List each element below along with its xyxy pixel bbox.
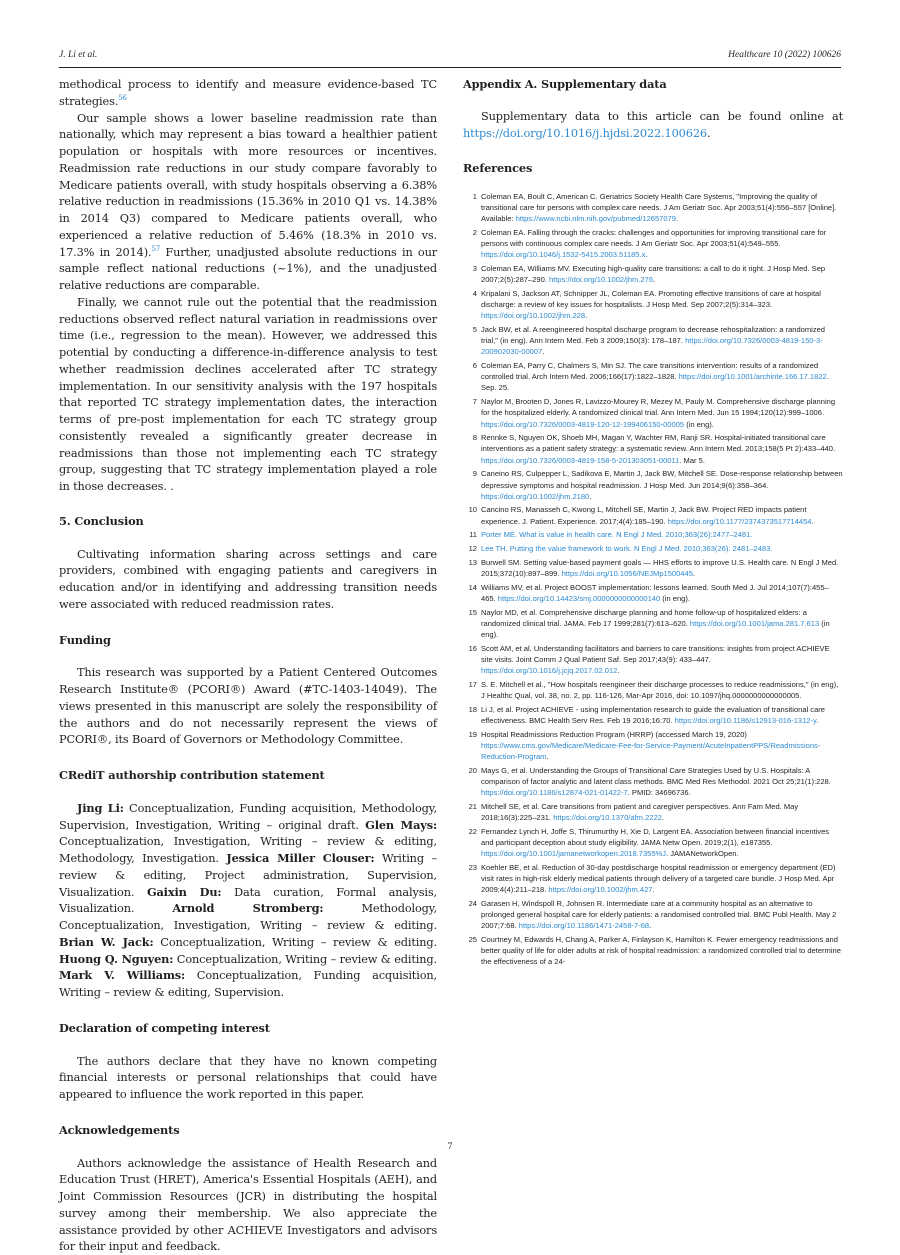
- citation-57[interactable]: 57: [152, 245, 161, 253]
- reference-link[interactable]: https://www.cms.gov/Medicare/Medicare-Fee-for-Service-Payment/AcuteInpatientPPS/Readmissions-Reduction-Program: [481, 741, 820, 761]
- reference-item: 1 Coleman EA, Boult C, American C. Geriatrics Society Health Care Systems, "Improving the quality of transitional care for persons with complex care needs. J Am Geriatr Soc. Apr 2003;51(4):556–557 [Online]. Available: https://www.ncbi.nlm.nih.gov/pubmed/12657079.: [463, 191, 843, 224]
- left-column: [59, 76, 437, 1255]
- credit-roles: Conceptualization, Funding acquisition, Writing – review & editing, Supervision.: [59, 968, 437, 999]
- reference-link[interactable]: https://doi.org/10.1186/s12874-021-01422-7: [481, 788, 628, 797]
- funding-paragraph: This research was supported by a Patient Centered Outcomes Research Institute® (PCORI®) Award (#TC-1403-14049). The views presented in this manuscript are solely the responsibility of the authors and do not necessarily represent the views of PCORI®, its Board of Governors or Methodology Committee.: [59, 664, 437, 748]
- reference-link[interactable]: https://doi.org/10.7326/0003-4819-120-12-199406150-00005: [481, 420, 684, 429]
- reference-link[interactable]: https://doi.org/10.1186/s12913-016-1312-y: [675, 716, 817, 725]
- credit-name: Jing Li:: [77, 801, 124, 815]
- reference-link[interactable]: https://doi.org/10.14423/smj.0000000000000140: [498, 594, 660, 603]
- credit-heading: CRediT authorship contribution statement: [59, 767, 437, 784]
- reference-list: [463, 191, 843, 967]
- reference-link[interactable]: https://doi.org/10.1056/NEJMp1500445: [562, 569, 693, 578]
- page-number: 7: [0, 1142, 900, 1152]
- reference-item: 21 Mitchell SE, et al. Care transitions from patient and caregiver perspectives. Ann Fam Med. May 2018;16(3):225–231. https://doi.org/10.1370/afm.2222.: [463, 801, 843, 823]
- credit-paragraph: [59, 800, 437, 1001]
- acknowledgements-heading: Acknowledgements: [59, 1122, 437, 1139]
- credit-roles: Conceptualization, Investigation, Writing – review & editing, Methodology, Investigation.: [59, 834, 437, 865]
- credit-roles: Conceptualization, Funding acquisition, Methodology, Supervision, Investigation, Writing – original draft.: [59, 801, 437, 832]
- reference-item: 4 Kripalani S, Jackson AT, Schnipper JL, Coleman EA. Promoting effective transitions of care at hospital discharge: a review of key issues for hospitalists. J Hosp Med. Sep 2007;2(5):314–323. https://doi.org/10.1002/jhm.228.: [463, 288, 843, 321]
- reference-link[interactable]: https://doi.org/10.1046/j.1532-5415.2003.51185.x: [481, 250, 645, 259]
- reference-link[interactable]: Lee TH. Putting the value framework to work. N Engl J Med. 2010;363(26): 2481–2483.: [481, 544, 772, 553]
- credit-roles: Conceptualization, Writing – review & editing.: [173, 952, 437, 966]
- reference-link[interactable]: https://www.ncbi.nlm.nih.gov/pubmed/12657079: [516, 214, 676, 223]
- conclusion-paragraph: Cultivating information sharing across settings and care providers, combined with engaging patients and caregivers in education and/or in identifying and addressing transition needs were associated with reduced readmission rates.: [59, 546, 437, 613]
- reference-link[interactable]: https://doi.org/10.1002/jhm.2180: [481, 492, 589, 501]
- reference-item: 16 Scott AM, et al. Understanding facilitators and barriers to care transitions: insights from project ACHIEVE site visits. Joint Comm J Qual Patient Saf. Sep 2017;43(9): 433–447. https://doi.org/10.1016/j.jcjq.2017.02.012.: [463, 643, 843, 676]
- reference-item: 15 Naylor MD, et al. Comprehensive discharge planning and home follow-up of hospitalized elders: a randomized clinical trial. JAMA. Feb 17 1999;281(7):613–620. https://doi.org/10.1001/jama.281.7.613 (in eng).: [463, 607, 843, 640]
- running-head-journal: Healthcare 10 (2022) 100626: [728, 50, 841, 60]
- reference-link[interactable]: https://doi.org/10.1016/j.jcjq.2017.02.012: [481, 666, 617, 675]
- reference-item: 9 Caneino RS, Culpepper L, Sadikova E, Martin J, Jack BW, Mitchell SE. Dose-response relationship between depressive symptoms and hospital readmission. J Hosp Med. Jun 2014;9(6):358–364. https://doi.org/10.1002/jhm.2180.: [463, 468, 843, 501]
- header-rule: [59, 67, 841, 68]
- running-head-authors: J. Li et al.: [59, 50, 97, 60]
- conclusion-heading: 5. Conclusion: [59, 513, 437, 530]
- reference-link[interactable]: https://doi.org/10.1177/2374373517714454: [668, 517, 812, 526]
- citation-56[interactable]: 56: [118, 94, 127, 102]
- funding-heading: Funding: [59, 632, 437, 649]
- reference-item: 22 Fernandez Lynch H, Joffe S, Thirumurthy H, Xie D, Largent EA. Association between financial incentives and participant deception about study eligibility. JAMA Netw Open. 2019;2(1), e187355. https://doi.org/10.1001/jamanetworkopen.2018.7355%J. JAMANetworkOpen.: [463, 826, 843, 859]
- reference-item: 17 S. E. Mitchell et al., "How hospitals reengineer their discharge processes to reduce readmissions," (in eng), J Healthc Qual, vol. 38, no. 2, pp. 116-126, Mar-Apr 2016, doi: 10.1097/jhq.0000000000000005.: [463, 679, 843, 701]
- paragraph-sample: Our sample shows a lower baseline readmission rate than nationally, which may represent a bias toward a healthier patient population or hospitals with more resources or incentives. Readmission rate reductions in our study compare favorably to Medicare patients overall, with study hospitals observing a 6.38% relative reduction in readmissions (15.36% in 2010 Q1 vs. 14.38% in 2014 Q3) compared to Medicare patients overall, who experienced a relative reduction of 5.46% (18.3% in 2010 vs. 17.3% in 2014).$^{57}$ Further, unadjusted absolute reductions in our sample reflect national reductions (~1%), and the unadjusted relative reductions are comparable.: [59, 110, 437, 294]
- supplementary-data-link[interactable]: https://doi.org/10.1016/j.hjdsi.2022.100626: [463, 126, 707, 140]
- credit-name: Huong Q. Nguyen:: [59, 952, 173, 966]
- reference-item: 11 Porter ME. What is value in health care. N Engl J Med. 2010;363(26):2477–2481.: [463, 529, 843, 540]
- reference-item: 10 Cancino RS, Manasseh C, Kwong L, Mitchell SE, Martin J, Jack BW. Project RED impacts patient experience. J. Patient. Experience. 2017;4(4):185–190. https://doi.org/10.1177/2374373517714454.: [463, 504, 843, 526]
- reference-link[interactable]: https://doi.org/10.1002/jhm.228: [481, 311, 585, 320]
- credit-name: Arnold Stromberg:: [172, 901, 323, 915]
- reference-item: 23 Koehler BE, et al. Reduction of 30-day postdischarge hospital readmission or emergency department (ED) visit rates in high-risk elderly medical patients through delivery of a targeted care bundle. J Hosp Med. Apr 2009;4(4):211–218. https://doi.org/10.1002/jhm.427.: [463, 862, 843, 895]
- reference-link[interactable]: https://doi.org/10.1002/jhm.427: [548, 885, 652, 894]
- reference-link[interactable]: Porter ME. What is value in health care. N Engl J Med. 2010;363(26):2477–2481.: [481, 530, 752, 539]
- reference-item: 2 Coleman EA. Falling through the cracks: challenges and opportunities for improving transitional care for persons with continuous complex care needs. J Am Geriatr Soc. Apr 2003;51(4):549–555. https://doi.org/10.1046/j.1532-5415.2003.51185.x.: [463, 227, 843, 260]
- reference-link[interactable]: https://doi.org/10.1002/jhm.276: [549, 275, 653, 284]
- credit-roles: Conceptualization, Writing – review & editing.: [154, 935, 437, 949]
- credit-roles: Data curation, Formal analysis, Visualization.: [59, 885, 437, 916]
- running-head: [59, 50, 841, 64]
- reference-link[interactable]: https://doi.org/10.1186/1471-2458-7-68: [519, 921, 649, 930]
- reference-item: 25 Courtney M, Edwards H, Chang A, Parker A, Finlayson K, Hamilton K. Fewer emergency readmissions and better quality of life for older adults at risk of hospital readmission: a randomized controlled trial to determine the effectiveness of a 24-: [463, 934, 843, 967]
- credit-name: Brian W. Jack:: [59, 935, 154, 949]
- reference-item: 12 Lee TH. Putting the value framework to work. N Engl J Med. 2010;363(26): 2481–2483.: [463, 543, 843, 554]
- competing-interest-paragraph: The authors declare that they have no known competing financial interests or personal relationships that could have appeared to influence the work reported in this paper.: [59, 1053, 437, 1103]
- reference-item: 5 Jack BW, et al. A reengineered hospital discharge program to decrease rehospitalization: a randomized trial," (in eng). Ann Intern Med. Feb 3 2009;150(3): 178–187. https://doi.org/10.7326/0003-4819-150-3-200902030-00007.: [463, 324, 843, 357]
- reference-item: 13 Burwell SM. Setting value-based payment goals — HHS efforts to improve U.S. Health care. N Engl J Med. 2015;372(10):897–899. https://doi.org/10.1056/NEJMp1500445.: [463, 557, 843, 579]
- credit-name: Jessica Miller Clouser:: [226, 851, 374, 865]
- reference-item: 18 Li J, et al. Project ACHIEVE - using implementation research to guide the evaluation of transitional care effectiveness. BMC Health Serv Res. Feb 19 2016;16:70. https://doi.org/10.1186/s12913-016-1312-y.: [463, 704, 843, 726]
- credit-name: Mark V. Williams:: [59, 968, 185, 982]
- credit-roles: Methodology, Conceptualization, Investigation, Writing – review & editing.: [59, 901, 437, 932]
- reference-item: 19 Hospital Readmissions Reduction Program (HRRP) (accessed March 19, 2020) https://www.cms.gov/Medicare/Medicare-Fee-for-Service-Payment/AcuteInpatientPPS/Readmissions-Reduction-Program.: [463, 729, 843, 762]
- reference-item: 6 Coleman EA, Parry C, Chalmers S, Min SJ. The care transitions intervention: results of a randomized controlled trial. Arch Intern Med. 2006;166(17):1822–1828. https://doi.org/10.1001/archinte.166.17.1822. Sep. 25.: [463, 360, 843, 393]
- right-column: [463, 76, 843, 970]
- competing-interest-heading: Declaration of competing interest: [59, 1020, 437, 1037]
- reference-item: 24 Garasen H, Windspoll R, Johnsen R. Intermediate care at a community hospital as an alternative to prolonged general hospital care for elderly patients: a randomised controlled trial. BMC Publ Health. May 2 2007;7:68. https://doi.org/10.1186/1471-2458-7-68.: [463, 898, 843, 931]
- credit-name: Gaixin Du:: [147, 885, 222, 899]
- references-heading: References: [463, 160, 843, 177]
- reference-link[interactable]: https://doi.org/10.1001/jama.281.7.613: [690, 619, 819, 628]
- reference-item: 3 Coleman EA, Williams MV. Executing high-quality care transitions: a call to do it right. J Hosp Med. Sep 2007;2(5):287–290. https://doi.org/10.1002/jhm.276.: [463, 263, 843, 285]
- paragraph-regression: Finally, we cannot rule out the potential that the readmission reductions observed reflect natural variation in readmissions over time (i.e., regression to the mean). However, we addressed this potential by conducting a difference-in-difference analysis to test whether readmission declines accelerated after TC strategy implementation. In our sensitivity analysis with the 197 hospitals that reported TC strategy implementation dates, the interaction terms of pre-post implementation for each TC strategy group consistently revealed a significantly greater decrease in readmissions than those not implementing each TC strategy group, suggesting that TC strategy implementation played a role in those decreases. .: [59, 294, 437, 495]
- acknowledgements-paragraph: Authors acknowledge the assistance of Health Research and Education Trust (HRET), America's Essential Hospitals (AEH), and Joint Commission Resources (JCR) in distributing the hospital survey among their membership. We also appreciate the assistance provided by other ACHIEVE Investigators and advisors for their input and feedback.: [59, 1155, 437, 1255]
- credit-roles: Writing – review & editing, Project administration, Supervision, Visualization.: [59, 851, 437, 899]
- reference-link[interactable]: https://doi.org/10.1370/afm.2222: [553, 813, 662, 822]
- reference-link[interactable]: https://doi.org/10.7326/0003-4819-150-3-200902030-00007: [481, 336, 823, 356]
- reference-link[interactable]: https://doi.org/10.1001/jamanetworkopen.2018.7355%J: [481, 849, 666, 858]
- appendix-heading: Appendix A. Supplementary data: [463, 76, 843, 93]
- reference-item: 8 Rennke S, Nguyen OK, Shoeb MH, Magan Y, Wachter RM, Ranji SR. Hospital-initiated transitional care interventions as a patient safety strategy: a systematic review. Ann Intern Med. 2013;158(5 Pt 2):433–440. https://doi.org/10.7326/0003-4819-158-5-201303051-00011. Mar 5.: [463, 432, 843, 465]
- reference-item: 14 Williams MV, et al. Project BOOST implementation: lessons learned. South Med J. Jul 2014;107(7):455–465. https://doi.org/10.14423/smj.0000000000000140 (in eng).: [463, 582, 843, 604]
- paragraph-methodical: methodical process to identify and measure evidence-based TC strategies.$^{56}$: [59, 76, 437, 110]
- reference-item: 20 Mays G, et al. Understanding the Groups of Transitional Care Strategies Used by U.S. Hospitals: A comparison of factor analytic and latent class methods. BMC Med Res Methodol. 2021 Oct 25;21(1):228. https://doi.org/10.1186/s12874-021-01422-7. PMID: 34696736.: [463, 765, 843, 798]
- appendix-paragraph: Supplementary data to this article can be found online at https://doi.org/10.1016/j.hjdsi.2022.100626.: [463, 108, 843, 142]
- credit-name: Glen Mays:: [365, 818, 437, 832]
- reference-link[interactable]: https://doi.org/10.7326/0003-4819-158-5-201303051-00011: [481, 456, 679, 465]
- reference-item: 7 Naylor M, Brooten D, Jones R, Lavizzo-Mourey R, Mezey M, Pauly M. Comprehensive discharge planning for the hospitalized elderly. A randomized clinical trial. Ann Intern Med. Jun 15 1994;120(12):999–1006. https://doi.org/10.7326/0003-4819-120-12-199406150-00005 (in eng).: [463, 396, 843, 429]
- reference-link[interactable]: https://doi.org/10.1001/archinte.166.17.1822: [679, 372, 827, 381]
